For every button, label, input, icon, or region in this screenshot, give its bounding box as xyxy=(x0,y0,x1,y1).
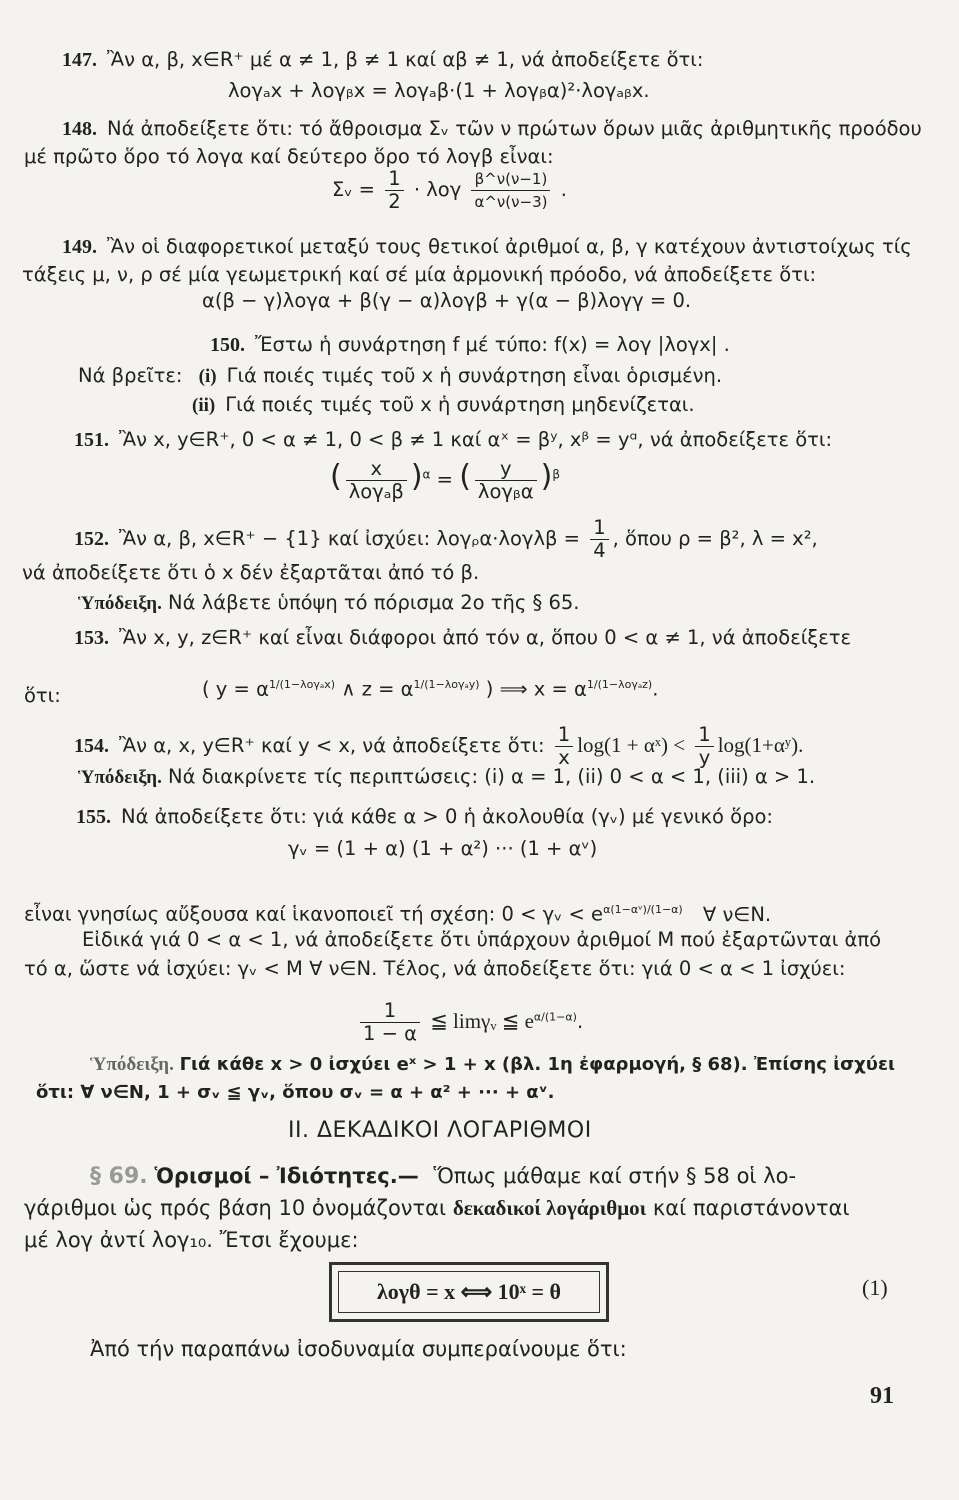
problem-148-line1: 148. Νά ἀποδείξετε ὅτι: τό ἄθροισμα Σᵥ τῶν ν πρώτων ὅρων μιᾶς ἀριθμητικῆς προόδου xyxy=(62,117,922,140)
hint-label: Ὑπόδειξη. xyxy=(78,593,162,614)
problem-153-formula: ( $y = \alpha^{1/(1-\lambda o\gamma_ax)}$ ∧ $z = \alpha^{1/(1-\lambda o\gamma_ay)}$ ) ⟹ $x = \alpha^{1/(1-\lambda o\gamma_az)}$. xyxy=(202,677,659,701)
fraction: $\frac{1}{4}$ xyxy=(590,517,608,562)
hint-label: Ὑπόδειξη. xyxy=(90,1054,174,1075)
fraction: $\frac{x}{\text{λογₐβ}}$ xyxy=(346,458,407,503)
problem-number: 155. xyxy=(76,806,111,828)
problem-number: 154. xyxy=(74,735,109,757)
problem-147-line1: 147. Ἂν α, β, x∈R⁺ μέ α ≠ 1, β ≠ 1 καί αβ ≠ 1, νά ἀποδείξετε ὅτι: xyxy=(62,48,704,71)
problem-154-line1: 154. Ἂν α, x, y∈R⁺ καί y < x, νά ἀποδείξετε ὅτι: $\frac{1}{x}$ log(1 + αˣ) < $\frac{1}{y}$ log(1+αʸ). xyxy=(74,723,804,769)
problem-155-line1: 155. Νά ἀποδείξετε ὅτι: γιά κάθε α > 0 ἡ ἀκολουθία (γᵥ) μέ γενικό ὅρο: xyxy=(76,805,773,828)
problem-152-line1: 152. Ἂν α, β, x∈R⁺ − {1} καί ἰσχύει: λογᵨα·λογλβ = $\frac{1}{4}$ , ὅπου ρ = β², λ = x², xyxy=(74,516,818,562)
problem-152-line2: νά ἀποδείξετε ὅτι ὁ x δέν ἐξαρτᾶται ἀπό τό β. xyxy=(22,561,480,584)
problem-152-hint: Ὑπόδειξη. Νά λάβετε ὑπόψη τό πόρισμα 2ο τῆς § 65. xyxy=(78,591,580,614)
problem-155-hint: Ὑπόδειξη. Γιά κάθε x > 0 ἰσχύει eˣ > 1 + x (βλ. 1η ἐφαρμογή, § 68). Ἐπίσης ἰσχύει xyxy=(90,1054,895,1075)
problem-150-line1: 150. Ἔστω ἡ συνάρτηση f μέ τύπο: f(x) = λογ |λογx| . xyxy=(210,333,730,356)
paragraph-69-line2: γάριθμοι ὡς πρός βάση 10 ὀνομάζονται δεκαδικοί λογάριθμοι καί παριστάνονται xyxy=(24,1196,850,1220)
problem-151-formula: ( $\frac{x}{\text{λογₐβ}}$ )$^\alpha$ = ( $\frac{y}{\text{λογᵦα}}$ )$^\beta$ xyxy=(330,457,561,503)
problem-153-oti: ὅτι: xyxy=(24,684,61,707)
fraction: $\frac{1}{x}$ xyxy=(555,724,573,769)
problem-147-formula: λογₐx + λογᵦx = λογₐβ·(1 + λογᵦα)²·λογₐᵦx. xyxy=(228,79,650,102)
problem-155-formula1: γᵥ = (1 + α) (1 + α²) ··· (1 + αᵛ) xyxy=(288,837,598,860)
problem-155-hint-line2: ὅτι: ∀ ν∈N, 1 + σᵥ ≦ γᵥ, ὅπου σᵥ = α + α² + ··· + αᵛ. xyxy=(36,1082,555,1103)
definition-box xyxy=(329,1262,609,1322)
problem-155-line3: εἶναι γνησίως αὔξουσα καί ἱκανοποιεῖ τή σχέση: 0 < γᵥ < $e^{\alpha(1-\alpha ᵛ)/(1-\alpha)}$ ∀ ν∈N. xyxy=(24,902,772,926)
problem-149-line1: 149. Ἂν οἱ διαφορετικοί μεταξύ τους θετικοί ἀριθμοί α, β, γ κατέχουν ἀντιστοίχως τίς xyxy=(62,235,912,258)
conclusion-line: Ἀπό τήν παραπάνω ἰσοδυναμία συμπεραίνουμε ὅτι: xyxy=(90,1337,627,1361)
problem-150-ii: (ii) Γιά ποιές τιμές τοῦ x ἡ συνάρτηση μηδενίζεται. xyxy=(192,393,695,416)
section-heading: II. ΔΕΚΑΔΙΚΟΙ ΛΟΓΑΡΙΘΜΟΙ xyxy=(288,1118,592,1143)
problem-number: 148. xyxy=(62,118,97,140)
equation-label: (1) xyxy=(862,1275,888,1300)
problem-149-formula: α(β − γ)λογα + β(γ − α)λογβ + γ(α − β)λογγ = 0. xyxy=(202,289,692,312)
page-number: 91 xyxy=(870,1383,894,1409)
problem-number: 153. xyxy=(74,627,109,649)
paragraph-69-line3: μέ λογ ἀντί λογ₁₀. Ἔτσι ἔχουμε: xyxy=(24,1228,359,1252)
section-sign: § 69. xyxy=(90,1164,148,1189)
definition-formula: λογθ = x ⟺ 10ˣ = θ xyxy=(338,1271,600,1313)
paragraph-69-line1: § 69. Ὁρισμοί – Ἰδιότητες.— Ὅπως μάθαμε καί στήν § 58 οἱ λο- xyxy=(90,1164,797,1189)
fraction: $\frac{y}{\text{λογᵦα}}$ xyxy=(475,458,537,503)
problem-150-find: Νά βρεῖτε: (i) Γιά ποιές τιμές τοῦ x ἡ συνάρτηση εἶναι ὁρισμένη. xyxy=(78,364,723,387)
hint-label: Ὑπόδειξη. xyxy=(78,767,162,788)
problem-number: 151. xyxy=(74,429,109,451)
problem-number: 150. xyxy=(210,334,245,356)
fraction: $\frac{1}{y}$ xyxy=(695,724,713,769)
fraction: $\frac{1}{2}$ xyxy=(385,168,403,213)
problem-148-line2: μέ πρῶτο ὅρο τό λογα καί δεύτερο ὅρο τό λογβ εἶναι: xyxy=(24,145,554,168)
problem-154-hint: Ὑπόδειξη. Νά διακρίνετε τίς περιπτώσεις: (i) α = 1, (ii) 0 < α < 1, (iii) α > 1. xyxy=(78,765,816,788)
problem-number: 147. xyxy=(62,49,97,71)
problem-149-line2: τάξεις μ, ν, ρ σέ μία γεωμετρική καί σέ μία ἁρμονική πρόοδο, νά ἀποδείξετε ὅτι: xyxy=(22,263,817,286)
problem-155-formula2: $\frac{1}{1 - \alpha}$ ≦ limγᵥ ≦ $e^{\alpha/(1-\alpha)}$. xyxy=(356,1000,583,1045)
problem-153-line1: 153. Ἂν x, y, z∈R⁺ καί εἶναι διάφοροι ἀπό τόν α, ὅπου 0 < α ≠ 1, νά ἀποδείξετε xyxy=(74,626,852,649)
paragraph-title: Ὁρισμοί – Ἰδιότητες.— xyxy=(154,1164,419,1188)
problem-155-line5: τό α, ὥστε νά ἰσχύει: γᵥ < M ∀ ν∈N. Τέλος, νά ἀποδείξετε ὅτι: γιά 0 < α < 1 ἰσχύει: xyxy=(24,957,846,980)
problem-148-formula: Σᵥ = $\frac{1}{2}$ · λογ $\frac{\beta\^{}\nu(\nu-1)}{\alpha\^{}\nu(\nu-3)}$ . xyxy=(332,167,567,213)
problem-number: 152. xyxy=(74,528,109,550)
problem-155-line4: Εἰδικά γιά 0 < α < 1, νά ἀποδείξετε ὅτι ὑπάρχουν ἀριθμοί Μ πού ἐξαρτῶνται ἀπό xyxy=(82,928,882,951)
fraction: $\frac{\beta\^{}\nu(\nu-1)}{\alpha\^{}\nu(\nu-3)}$ xyxy=(471,168,550,213)
problem-number: 149. xyxy=(62,236,97,258)
fraction: $\frac{1}{1 - \alpha}$ xyxy=(360,1000,420,1045)
problem-151-line1: 151. Ἂν x, y∈R⁺, 0 < α ≠ 1, 0 < β ≠ 1 καί αˣ = βʸ, xᵝ = yᵅ, νά ἀποδείξετε ὅτι: xyxy=(74,428,833,451)
